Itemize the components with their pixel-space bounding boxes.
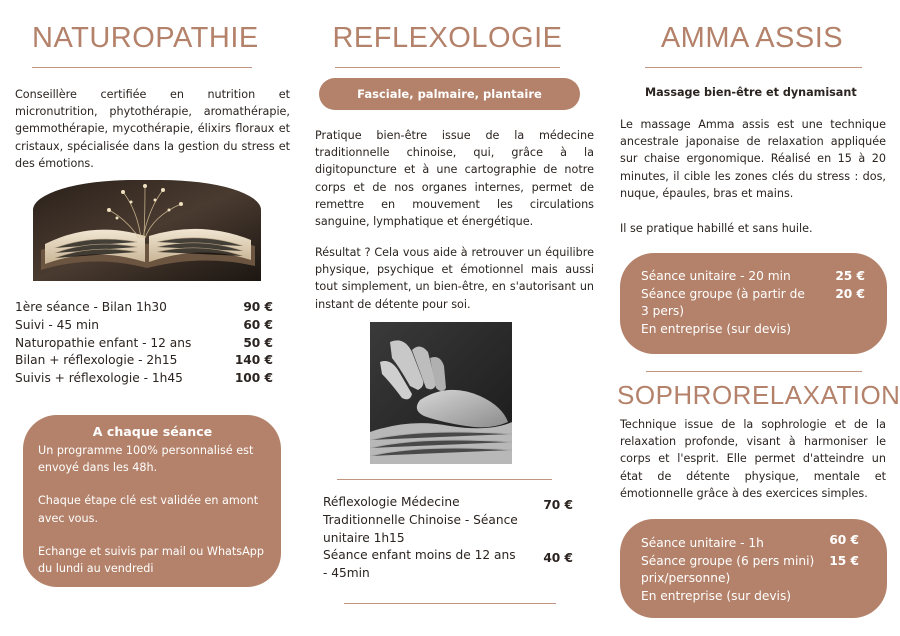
price-amount: 60 € [243, 317, 273, 332]
amma-subtitle: Massage bien-être et dynamisant [645, 86, 857, 99]
reflexologie-price-2 [323, 547, 573, 583]
reflexologie-pill: Fasciale, palmaire, plantaire [319, 78, 580, 110]
amma-p1: Le massage Amma assis est une technique ancestrale japonaise de relaxation appliquée sur chaise ergonomique. Réalisé en 15 à 20 minutes, il cible les zones clés du stress : dos, nuque, épaules, bras et mains. [620, 118, 886, 200]
price-label: Séance unitaire - 1h [641, 536, 764, 550]
price-amount: 40 € [543, 551, 573, 565]
each-session-p2: Chaque étape clé est validée en amont avec vous. [38, 494, 259, 525]
sophro-price-row-3: En entreprise (sur devis) [641, 588, 792, 603]
reflexologie-title: REFLEXOLOGIE [332, 22, 563, 54]
amma-price-box [620, 253, 887, 354]
reflexologie-divider [335, 67, 560, 68]
price-amount: 60 € [829, 533, 859, 547]
price-label: Réflexologie Médecine Traditionnelle Chinoise - Séance unitaire 1h15 [323, 495, 518, 545]
naturopathie-title: NATUROPATHIE [32, 22, 259, 54]
hands-photo [370, 322, 512, 464]
naturopathie-price-list [15, 299, 273, 388]
each-session-title: A chaque séance [92, 424, 213, 439]
sophro-p1: Technique issue de la sophrologie et de la relaxation profonde, visant à harmoniser le corps et l'esprit. Elle permet d'atteindre un état de détente physique, mentale et émotionnelle grâce à des exercices simples. [620, 418, 886, 500]
price-label: Suivi - 45 min [15, 317, 99, 332]
price-amount: 50 € [243, 335, 273, 350]
price-amount: 25 € [835, 269, 865, 283]
amma-divider [645, 67, 862, 68]
amma-title: AMMA ASSIS [660, 22, 844, 54]
amma-p2: Il se pratique habillé et sans huile. [620, 222, 813, 235]
price-label: Séance groupe (6 pers mini) prix/personne) [641, 553, 815, 586]
price-amount: 140 € [234, 353, 273, 368]
price-label: Séance groupe (à partir de 3 pers) [641, 286, 805, 319]
sophro-price-box [620, 519, 887, 618]
price-amount: 70 € [543, 498, 573, 512]
price-label: Naturopathie enfant - 12 ans [15, 335, 192, 350]
price-amount: 15 € [829, 553, 859, 568]
price-label: Séance enfant moins de 12 ans - 45min [323, 548, 516, 580]
each-session-p3: Echange et suivis par mail ou WhatsApp du lundi au vendredi [38, 544, 264, 576]
sophro-price-row-2 [641, 553, 859, 588]
sophro-title: SOPHRORELAXATION [617, 380, 900, 410]
naturopathie-divider [32, 67, 252, 68]
reflexologie-p2: Résultat ? Cela vous aide à retrouver un équilibre physique, psychique et émotionnel mais aussi tout simplement, un bien-être, en s'autorisant un instant de détente pour soi. [315, 246, 594, 311]
reflexologie-price-divider-bottom [344, 603, 556, 604]
price-row [15, 335, 273, 353]
amma-price-row-1 [641, 268, 865, 286]
price-amount: 100 € [234, 371, 273, 386]
reflexologie-p1: Pratique bien-être issue de la médecine traditionnelle chinoise, qui, grâce à la digitopuncture et à une cartographie de notre corps et de nos organes internes, permet de remettre en mouvement les circulations sanguine, lymphatique et énergétique. [315, 129, 594, 229]
each-session-box [23, 415, 281, 587]
sophro-price-row-1 [641, 532, 859, 553]
price-label: Bilan + réflexologie - 2h15 [15, 353, 178, 368]
price-row [15, 352, 273, 370]
price-label: Séance unitaire - 20 min [641, 269, 791, 283]
price-amount: 90 € [243, 300, 273, 314]
price-label: Suivis + réflexologie - 1h45 [15, 371, 183, 386]
price-row [15, 370, 273, 388]
naturopathie-intro: Conseillère certifiée en nutrition et micronutrition, phytothérapie, aromathérapie, gemmothérapie, mycothérapie, élixirs floraux et cristaux, spécialisée dans la gestion du stress et des émotions. [15, 88, 290, 170]
amma-divider-bottom [646, 371, 862, 372]
book-photo [33, 180, 261, 281]
each-session-p1: Un programme 100% personnalisé est envoyé dans les 48h. [38, 444, 254, 475]
reflexologie-price-divider-top [337, 479, 552, 480]
reflexologie-price-1 [323, 494, 573, 547]
price-row [15, 317, 273, 335]
amma-price-row-2 [641, 286, 865, 321]
price-label: 1ère séance - Bilan 1h30 [15, 300, 167, 314]
price-row [15, 299, 273, 317]
amma-price-row-3: En entreprise (sur devis) [641, 321, 792, 336]
price-amount: 20 € [835, 286, 865, 301]
